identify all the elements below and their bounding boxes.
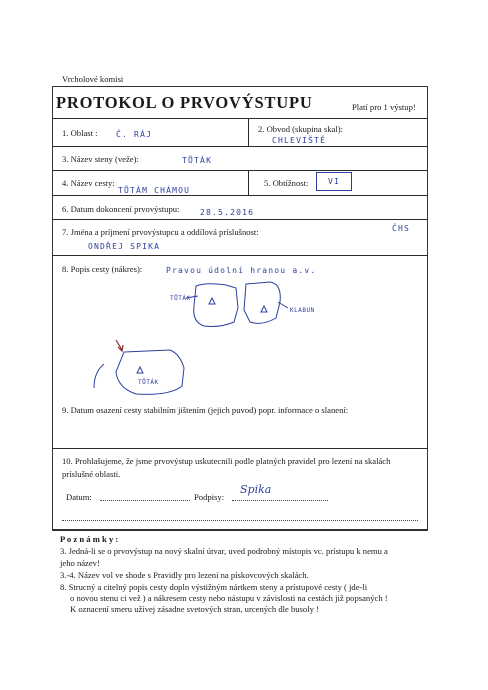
description-label: 8. Popis cesty (nákres): <box>62 264 143 274</box>
triangle-mark <box>209 298 215 304</box>
lower-block-side <box>94 364 104 388</box>
signatures-label: Podpisy: <box>194 492 225 502</box>
left-tower-label: TŮTÁK <box>170 295 191 302</box>
declaration-line2: príslušné oblasti. <box>62 469 121 479</box>
triangle-mark <box>137 367 143 373</box>
climbers-label: 7. Jména a príjmení prvovýstupcu a oddílová príslušnost: <box>62 227 259 237</box>
wall-label: 3. Název steny (veže): <box>62 154 139 164</box>
area-value: Č. RÁJ <box>116 130 153 139</box>
district-label: 2. Obvod (skupina skal): <box>258 124 343 134</box>
area-label: 1. Oblast : <box>62 128 98 138</box>
extra-line <box>62 520 418 521</box>
climbers-club: ČHS <box>392 224 411 233</box>
declaration-line1: 10. Prohlašujeme, že jsme prvovýstup uskutecnili podle platných pravidel pro lezení na skalách <box>62 456 391 466</box>
valid-for-note: Platí pro 1 výstup! <box>352 102 416 112</box>
date-label: 6. Datum dokoncení prvovýstupu: <box>62 204 180 214</box>
right-tower-label: KLABUN <box>290 307 315 314</box>
note-item: jeho název! <box>60 558 100 568</box>
grade-value: VI <box>328 177 341 186</box>
org-header: Vrcholové komisi <box>62 74 124 84</box>
climbers-value: ONDŘEJ SPIKA <box>88 242 161 251</box>
description-value: Pravou údolní hranou a.v. <box>166 266 317 275</box>
page-title: PROTOKOL O PRVOVÝSTUPU <box>56 93 313 112</box>
anchor-label: 9. Datum osazení cesty stabilním jištením (jejich puvod) popr. informace o slanení: <box>62 405 349 415</box>
grade-label: 5. Obtížnost: <box>264 178 309 188</box>
note-item: 3.-4. Název vol ve shode s Pravidly pro lezení na pískovcových skalách. <box>60 570 309 580</box>
date-sign-line <box>100 500 190 501</box>
note-item: 3. Jedná-li se o prvovýstup na nový skalní útvar, uved podrobný místopis vc. prístupu k nemu a <box>60 546 388 556</box>
left-tower-outline <box>194 284 238 327</box>
note-item: o novou stenu ci vež ) a nákresem cesty nebo nástupu v závislosti na cestách již popsaných ! <box>70 593 388 603</box>
route-label: 4. Název cesty: <box>62 178 115 188</box>
date-value: 28.5.2016 <box>200 208 255 217</box>
district-value: CHLEVIŠTĚ <box>272 136 327 145</box>
right-tower-outline <box>244 282 280 323</box>
wall-value: TŮTÁK <box>182 156 213 165</box>
triangle-mark <box>261 306 267 312</box>
date-sign-label: Datum: <box>66 492 92 502</box>
notes-heading: P o z n á m k y : <box>60 534 119 544</box>
signature-line <box>232 500 328 501</box>
note-item: K oznacení smeru užívej zásadne svetových stran, urcených dle busoly ! <box>70 604 319 614</box>
route-value: TŮTÁM CHÁMOU <box>118 186 191 195</box>
lower-block-label: TŮTÁK <box>138 379 159 386</box>
signature: Spika <box>240 483 272 496</box>
note-item: 8. Strucný a citelný popis cesty dopln výstižným nártkem steny a prístupové cesty ( jde-li <box>60 582 368 592</box>
